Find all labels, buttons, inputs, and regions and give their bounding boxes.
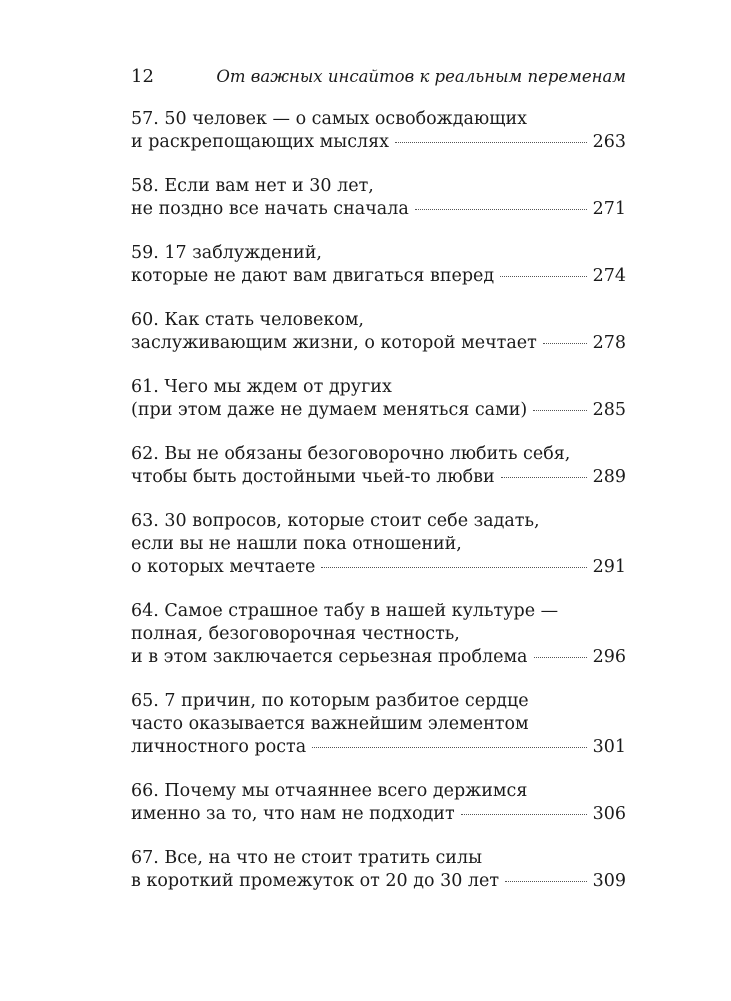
toc-page-number: 306 xyxy=(592,804,626,824)
toc-entry-line: если вы не нашли пока отношений, xyxy=(131,534,462,554)
dot-leader xyxy=(395,142,587,143)
running-title: От важных инсайтов к реальным переменам xyxy=(216,67,626,86)
toc-entry-last-line xyxy=(131,736,626,759)
toc-entry-text: не поздно все начать сначала xyxy=(131,199,409,219)
toc-entry-line: 62. Вы не обязаны безоговорочно любить себя, xyxy=(131,444,571,464)
toc-entry-last-line xyxy=(131,556,626,579)
toc-entry xyxy=(131,443,626,489)
running-head xyxy=(131,64,626,90)
toc-entry xyxy=(131,780,626,826)
toc-entry-text: и раскрепощающих мыслях xyxy=(131,132,390,152)
toc-entry-last-line xyxy=(131,646,626,669)
toc-entry xyxy=(131,600,626,669)
toc-entry-last-line xyxy=(131,399,626,422)
dot-leader xyxy=(500,276,586,277)
page-number: 12 xyxy=(131,66,154,87)
dot-leader xyxy=(461,814,587,815)
toc-entry xyxy=(131,242,626,288)
toc-entry xyxy=(131,690,626,759)
toc-page-number: 263 xyxy=(592,132,626,152)
toc-entry-last-line xyxy=(131,198,626,221)
dot-leader xyxy=(505,881,587,882)
toc-page-number: 274 xyxy=(592,266,626,286)
toc-entry xyxy=(131,510,626,579)
toc-entry-line: 59. 17 заблуждений, xyxy=(131,243,322,263)
toc-entry-line: 60. Как стать человеком, xyxy=(131,310,364,330)
toc-entry-text: (при этом даже не думаем меняться сами) xyxy=(131,400,528,420)
toc-page-number: 291 xyxy=(592,557,626,577)
toc-entry-line: 61. Чего мы ждем от других xyxy=(131,377,392,397)
toc-entry-line: 57. 50 человек — о самых освобождающих xyxy=(131,109,528,129)
dot-leader xyxy=(543,343,587,344)
toc-entry-text: о которых мечтаете xyxy=(131,557,316,577)
toc-entry-last-line xyxy=(131,332,626,355)
toc-page xyxy=(131,64,626,914)
toc-entry xyxy=(131,108,626,154)
toc-entry-text: личностного роста xyxy=(131,737,307,757)
toc-entry-line: 65. 7 причин, по которым разбитое сердце xyxy=(131,691,529,711)
toc-entry-text: и в этом заключается серьезная проблема xyxy=(131,647,528,667)
toc-page-number: 309 xyxy=(592,871,626,891)
toc-entry-last-line xyxy=(131,265,626,288)
dot-leader xyxy=(312,747,586,748)
toc-entry-text: чтобы быть достойными чьей-то любви xyxy=(131,467,495,487)
table-of-contents xyxy=(131,108,626,893)
dot-leader xyxy=(534,657,587,658)
dot-leader xyxy=(415,209,587,210)
toc-entry-last-line xyxy=(131,131,626,154)
toc-page-number: 301 xyxy=(592,737,626,757)
toc-entry xyxy=(131,376,626,422)
dot-leader xyxy=(533,410,586,411)
toc-entry-text: которые не дают вам двигаться вперед xyxy=(131,266,495,286)
toc-page-number: 289 xyxy=(592,467,626,487)
toc-page-number: 285 xyxy=(592,400,626,420)
toc-entry xyxy=(131,847,626,893)
toc-entry-line: 58. Если вам нет и 30 лет, xyxy=(131,176,374,196)
toc-entry-text: именно за то, что нам не подходит xyxy=(131,804,455,824)
toc-entry-line: часто оказывается важнейшим элементом xyxy=(131,714,529,734)
toc-entry-line: 63. 30 вопросов, которые стоит себе задать, xyxy=(131,511,540,531)
toc-entry-line: 66. Почему мы отчаяннее всего держимся xyxy=(131,781,528,801)
toc-entry-last-line xyxy=(131,870,626,893)
toc-entry-last-line xyxy=(131,466,626,489)
toc-entry-line: полная, безоговорочная честность, xyxy=(131,624,460,644)
toc-entry-text: заслуживающим жизни, о которой мечтает xyxy=(131,333,537,353)
toc-entry-line: 67. Все, на что не стоит тратить силы xyxy=(131,848,482,868)
toc-page-number: 296 xyxy=(592,647,626,667)
dot-leader xyxy=(501,477,587,478)
toc-entry xyxy=(131,175,626,221)
toc-page-number: 271 xyxy=(592,199,626,219)
toc-entry-last-line xyxy=(131,803,626,826)
toc-page-number: 278 xyxy=(592,333,626,353)
toc-entry-text: в короткий промежуток от 20 до 30 лет xyxy=(131,871,500,891)
dot-leader xyxy=(321,567,586,568)
toc-entry xyxy=(131,309,626,355)
toc-entry-line: 64. Самое страшное табу в нашей культуре — xyxy=(131,601,559,621)
